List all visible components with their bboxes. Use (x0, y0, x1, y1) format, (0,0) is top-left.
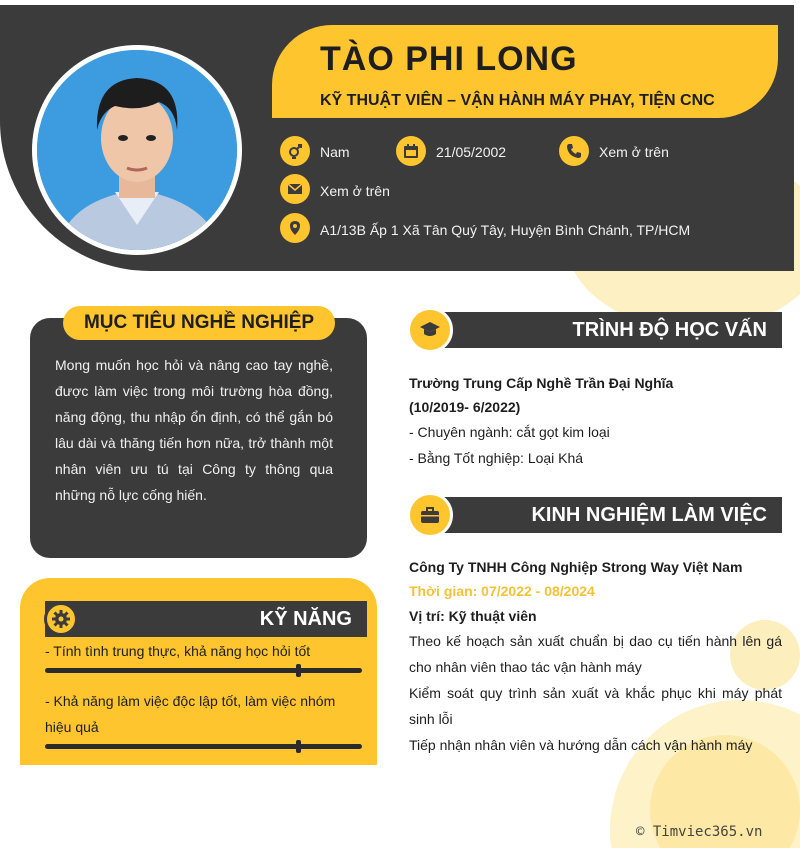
copyright: © Timviec365.vn (636, 824, 763, 840)
gender-value: Nam (320, 144, 350, 160)
experience-time: Thời gian: 07/2022 - 08/2024 (409, 583, 595, 599)
briefcase-icon (407, 492, 453, 538)
experience-duty: Theo kế hoạch sản xuất chuẩn bị dao cụ tiến hành lên gá cho nhân viên thao tác vận hành máy (409, 633, 782, 675)
skill-bar (45, 668, 362, 673)
skills-header (45, 601, 367, 637)
gender-icon (280, 136, 310, 166)
email-value: Xem ở trên (320, 183, 390, 199)
birthdate-value: 21/05/2002 (436, 144, 507, 160)
skill-knob (296, 664, 301, 677)
location-icon (280, 213, 310, 243)
skills-title: KỸ NĂNG (259, 608, 352, 630)
education-school: Trường Trung Cấp Nghề Trần Đại Nghĩa (409, 375, 674, 391)
skill-label: - Tính tình trung thực, khả năng học hỏi tốt (45, 643, 311, 659)
experience-duty: Tiếp nhận nhân viên và hướng dẫn cách vận hành máy (409, 737, 753, 753)
education-title: TRÌNH ĐỘ HỌC VẤN (572, 319, 767, 341)
skill-bar (45, 744, 362, 749)
skill-label: - Khả năng làm việc độc lập tốt, làm việc nhóm hiệu quả (45, 693, 336, 735)
phone-icon (559, 136, 589, 166)
job-title: KỸ THUẬT VIÊN – VẬN HÀNH MÁY PHAY, TIỆN CNC (320, 92, 715, 109)
objective-title: MỤC TIÊU NGHỀ NGHIỆP (63, 306, 335, 340)
gear-icon (44, 602, 78, 636)
email-icon (280, 174, 310, 204)
address-value: A1/13B Ấp 1 Xã Tân Quý Tây, Huyện Bình Chánh, TP/HCM (320, 222, 691, 238)
avatar (37, 50, 237, 250)
experience-title: KINH NGHIỆM LÀM VIỆC (531, 504, 767, 526)
education-period: (10/2019- 6/2022) (409, 399, 521, 415)
education-major: - Chuyên ngành: cắt gọt kim loại (409, 424, 610, 440)
experience-company: Công Ty TNHH Công Nghiệp Strong Way Việt Nam (409, 559, 743, 575)
education-header (430, 312, 782, 348)
page-bottom-mask (0, 765, 420, 848)
experience-position: Vị trí: Kỹ thuật viên (409, 608, 537, 624)
skill-knob (296, 740, 301, 753)
calendar-icon (396, 136, 426, 166)
education-degree: - Bằng Tốt nghiệp: Loại Khá (409, 450, 584, 466)
experience-duty: Kiểm soát quy trình sản xuất và khắc phục khi máy phát sinh lỗi (409, 685, 782, 727)
objective-text: Mong muốn học hỏi và nâng cao tay nghề, được làm việc trong môi trường hòa đồng, năng động, thu nhập ổn định, có thể gắn bó lâu dài và thăng tiến hơn nữa, trở thành một nhân viên ưu tú tại Công ty thông qua những nỗ lực cống hiến. (55, 357, 333, 503)
phone-value: Xem ở trên (599, 144, 669, 160)
avatar-photo (37, 50, 237, 250)
experience-header (430, 497, 782, 533)
candidate-name: TÀO PHI LONG (320, 40, 578, 78)
graduation-cap-icon (407, 307, 453, 353)
